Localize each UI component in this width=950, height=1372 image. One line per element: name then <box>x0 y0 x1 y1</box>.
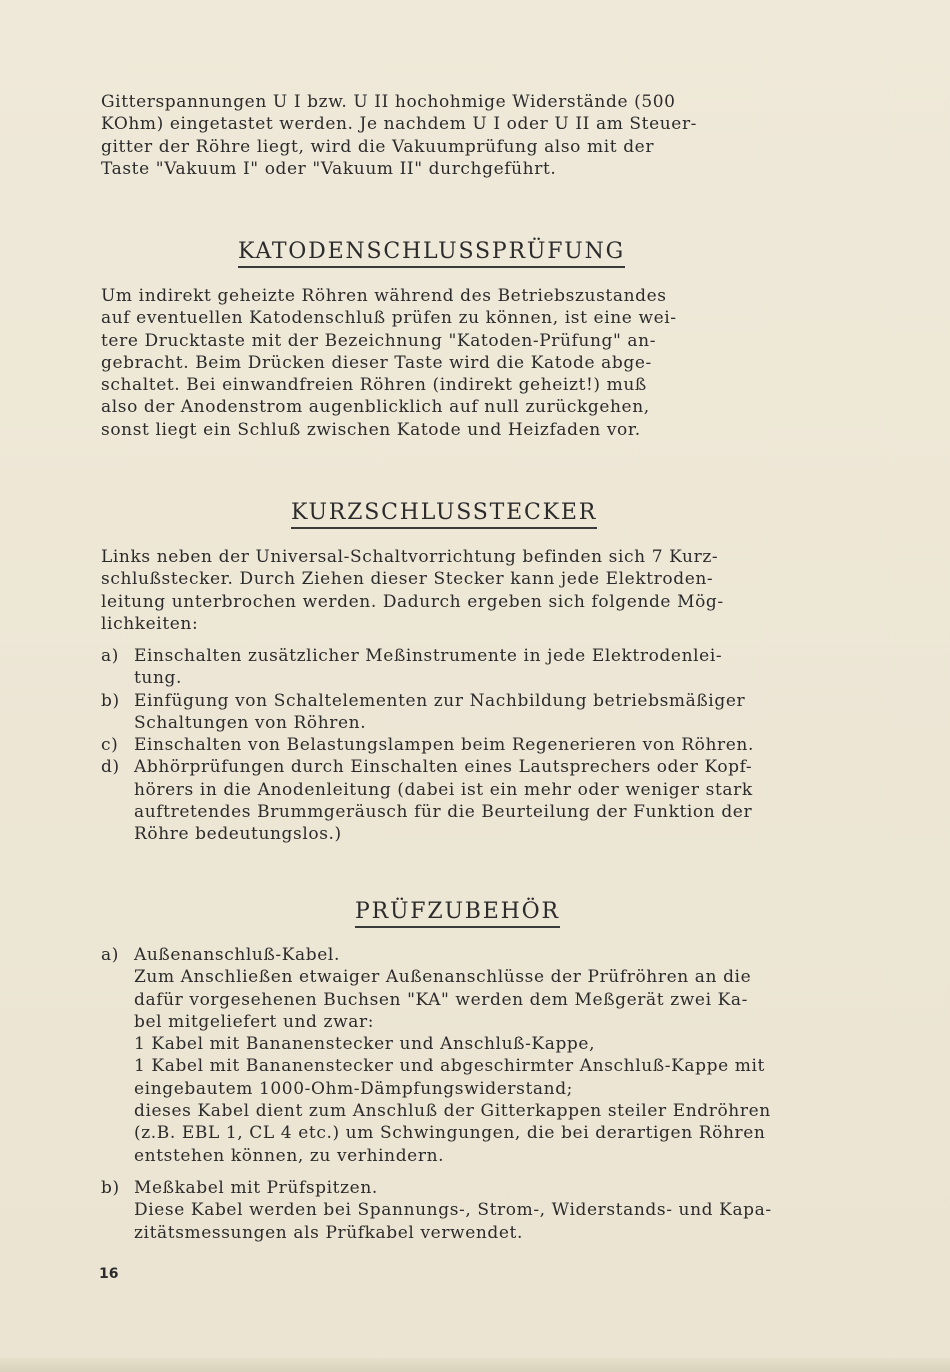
list-item <box>101 645 911 690</box>
list-item-text: Einfügung von Schaltelementen zur Nachbildung betriebsmäßiger Schaltungen von Röhren. <box>134 690 746 733</box>
kurzschluss-list <box>101 645 911 846</box>
kurzschluss-paragraph: Links neben der Universal-Schaltvorrichtung befinden sich 7 Kurz- schlußstecker. Durch Ziehen dieser Stecker kann jede Elektroden- leitung unterbrochen werden. Dadurch ergeben sich folgende Mög- lichkeiten: <box>101 547 724 634</box>
katodenschluss-paragraph: Um indirekt geheizte Röhren während des Betriebszustandes auf eventuellen Katodenschluß prüfen zu können, ist eine wei- tere Drucktaste mit der Bezeichnung "Katoden-Prüfung" an- gebracht. Beim Drücken dieser Taste wird die Katode abge- schaltet. Bei einwandfreien Röhren (indirekt geheizt!) muß also der Anodenstrom augenblicklich auf null zurückgehen, sonst liegt ein Schluß zwischen Katode und Heizfaden vor. <box>101 286 677 440</box>
list-item-text: Meßkabel mit Prüfspitzen. Diese Kabel werden bei Spannungs-, Strom-, Widerstands- und Kapa- zitätsmessungen als Prüfkabel verwendet. <box>134 1177 772 1243</box>
list-item <box>101 690 911 735</box>
intro-paragraph: Gitterspannungen U I bzw. U II hochohmige Widerstände (500 KOhm) eingetastet werden. Je nachdem U I oder U II am Steuer- gitter der Röhre liegt, wird die Vakuumprüfung also mit der Taste "Vakuum I" oder "Vakuum II" durchgeführt. <box>101 92 698 179</box>
heading-kurzschlussstecker: KURZSCHLUSSTECKER <box>291 500 597 529</box>
list-item <box>101 734 911 756</box>
list-marker: a) <box>101 646 119 666</box>
list-marker: b) <box>101 690 120 711</box>
page-bottom-edge <box>0 1358 950 1372</box>
list-item-text: Einschalten zusätzlicher Meßinstrumente in jede Elektrodenlei- tung. <box>134 646 723 689</box>
pruefzubehoer-list <box>101 944 911 1244</box>
page-number: 16 <box>99 1266 119 1282</box>
list-marker: b) <box>101 1177 120 1198</box>
list-marker: d) <box>101 757 120 778</box>
heading-pruefzubehoer: PRÜFZUBEHÖR <box>355 899 560 928</box>
list-item <box>101 944 911 1167</box>
list-marker: c) <box>101 735 119 756</box>
list-item-text: Einschalten von Belastungslampen beim Regenerieren von Röhren. <box>134 735 754 756</box>
list-marker: a) <box>101 945 119 965</box>
list-item-text: Außenanschluß-Kabel. Zum Anschließen etwaiger Außenanschlüsse der Prüfröhren an die dafür vorgesehenen Buchsen "KA" werden dem Meßgerät zwei Ka- bel mitgeliefert und zwar: 1 Kabel mit Bananenstecker und Anschluß-Kappe, 1 Kabel mit Bananenstecker und abgeschirmter Anschluß-Kappe mit eingebautem 1000-Ohm-Dämpfungswiderstand; dieses Kabel dient zum Anschluß der Gitterkappen steiler Endröhren (z.B. EBL 1, CL 4 etc.) um Schwingungen, die bei derartigen Röhren entstehen können, zu verhindern. <box>134 945 771 1166</box>
list-item <box>101 1177 911 1244</box>
list-item <box>101 756 911 845</box>
list-item-text: Abhörprüfungen durch Einschalten eines Lautsprechers oder Kopf- hörers in die Anodenleitung (dabei ist ein mehr oder weniger stark auftretendes Brummgeräusch für die Beurteilung der Funktion der Röhre bedeutungslos.) <box>134 757 753 845</box>
heading-katodenschlusspruefung: KATODENSCHLUSSPRÜFUNG <box>238 239 625 268</box>
